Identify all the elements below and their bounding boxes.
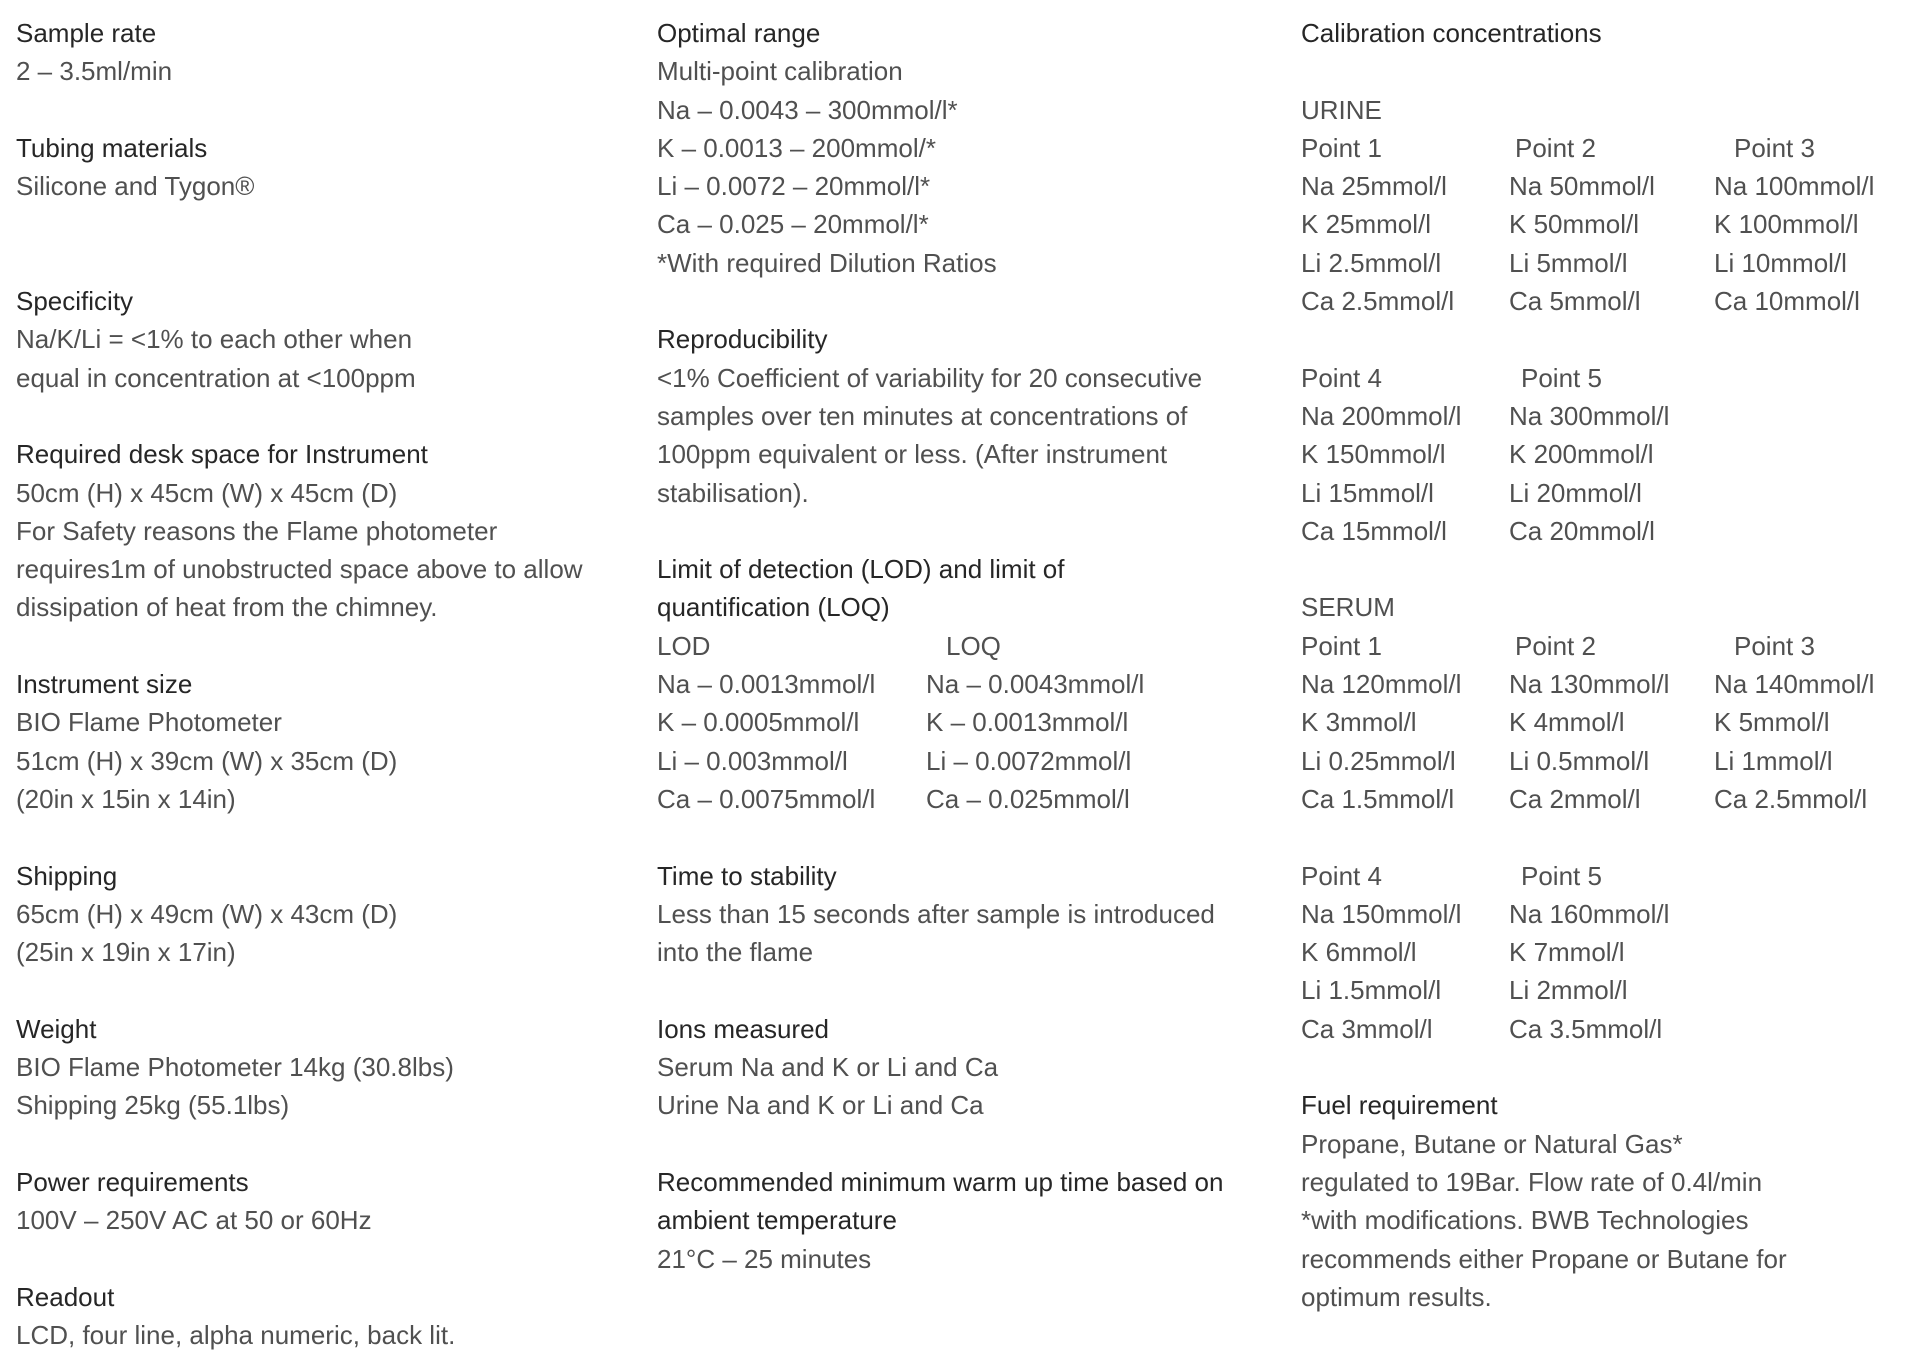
point-header-row	[1301, 857, 1911, 895]
point-header: Point 4	[1301, 362, 1382, 393]
spec-value: recommends either Propane or Butane for	[1301, 1243, 1787, 1274]
calibration-value: K 6mmol/l	[1301, 937, 1417, 968]
section-heading: Sample rate	[16, 18, 157, 48]
spec-value: regulated to 19Bar. Flow rate of 0.4l/min	[1301, 1166, 1763, 1197]
section-heading: Instrument size	[16, 669, 193, 700]
section-reproducibility	[657, 320, 1297, 511]
spec-value: optimum results.	[1301, 1281, 1492, 1312]
section-heading: Required desk space for Instrument	[16, 439, 428, 470]
spec-value: Multi-point calibration	[657, 56, 903, 87]
spec-value: <1% Coefficient of variability for 20 consecutive	[657, 362, 1203, 393]
point-header-row	[1301, 129, 1911, 167]
section-fuel-requirement	[1301, 1086, 1911, 1316]
section-lod-loq	[657, 550, 1297, 818]
spec-value: Propane, Butane or Natural Gas*	[1301, 1128, 1683, 1159]
section-weight	[16, 1010, 636, 1125]
calibration-row	[1301, 474, 1911, 512]
point-header: Point 2	[1515, 630, 1596, 661]
calibration-value: Na 150mmol/l	[1301, 898, 1462, 929]
spec-value: equal in concentration at <100ppm	[16, 362, 416, 393]
section-shipping	[16, 857, 636, 972]
calibration-row	[1301, 435, 1911, 473]
section-desk-space	[16, 435, 636, 626]
section-heading: Power requirements	[16, 1166, 249, 1197]
spec-value: Shipping 25kg (55.1lbs)	[16, 1090, 290, 1121]
calibration-value: Ca 15mmol/l	[1301, 515, 1447, 546]
spec-value: K – 0.0013 – 200mmol/*	[657, 132, 936, 163]
loq-column-label: LOQ	[946, 630, 1001, 661]
calibration-value: Li 1.5mmol/l	[1301, 975, 1442, 1006]
point-header: Point 4	[1301, 860, 1382, 891]
section-heading: ambient temperature	[657, 1205, 897, 1236]
section-heading: Tubing materials	[16, 132, 208, 163]
calibration-row	[1301, 1010, 1911, 1048]
spec-column-middle	[657, 14, 1297, 1278]
calibration-value: K 50mmol/l	[1509, 209, 1640, 240]
section-specificity	[16, 282, 636, 397]
spec-value: (20in x 15in x 14in)	[16, 783, 236, 814]
calibration-value: Li 2mmol/l	[1509, 975, 1628, 1006]
section-heading: Time to stability	[657, 860, 837, 891]
spec-value: 50cm (H) x 45cm (W) x 45cm (D)	[16, 477, 398, 508]
section-heading: Recommended minimum warm up time based on	[657, 1166, 1224, 1197]
calibration-value: Li 5mmol/l	[1509, 247, 1628, 278]
spec-value: Urine Na and K or Li and Ca	[657, 1090, 984, 1121]
spec-value: Li – 0.0072 – 20mmol/l*	[657, 171, 931, 202]
calibration-value: Na 100mmol/l	[1714, 171, 1875, 202]
calibration-value: Li 20mmol/l	[1509, 477, 1642, 508]
section-heading: Fuel requirement	[1301, 1090, 1498, 1121]
calibration-value: Li 2.5mmol/l	[1301, 247, 1442, 278]
calibration-value: Ca 10mmol/l	[1714, 286, 1860, 317]
calibration-value: Na 130mmol/l	[1509, 669, 1670, 700]
spec-value: 51cm (H) x 39cm (W) x 35cm (D)	[16, 745, 398, 776]
section-warm-up-time	[657, 1163, 1297, 1278]
calibration-row	[1301, 282, 1911, 320]
calibration-value: Ca 3mmol/l	[1301, 1013, 1433, 1044]
point-header: Point 1	[1301, 630, 1382, 661]
lod-loq-row	[657, 703, 1297, 741]
calibration-value: K 25mmol/l	[1301, 209, 1432, 240]
spec-value: 21°C – 25 minutes	[657, 1243, 872, 1274]
calibration-row	[1301, 205, 1911, 243]
lod-column-label: LOD	[657, 630, 711, 661]
loq-value: K – 0.0013mmol/l	[926, 707, 1129, 738]
calibration-row	[1301, 665, 1911, 703]
calibration-value: K 3mmol/l	[1301, 707, 1417, 738]
lod-value: Na – 0.0013mmol/l	[657, 669, 876, 700]
lod-value: Ca – 0.0075mmol/l	[657, 783, 876, 814]
spec-value: 65cm (H) x 49cm (W) x 43cm (D)	[16, 898, 398, 929]
calibration-value: Na 25mmol/l	[1301, 171, 1447, 202]
calibration-value: Li 0.5mmol/l	[1509, 745, 1650, 776]
section-heading: quantification (LOQ)	[657, 592, 890, 623]
calibration-row	[1301, 244, 1911, 282]
spec-value: *With required Dilution Ratios	[657, 247, 997, 278]
section-instrument-size	[16, 665, 636, 818]
section-readout	[16, 1278, 636, 1355]
calibration-value: K 7mmol/l	[1509, 937, 1625, 968]
calibration-row	[1301, 167, 1911, 205]
calibration-value: K 4mmol/l	[1509, 707, 1625, 738]
serum-label: SERUM	[1301, 592, 1395, 623]
section-heading: Shipping	[16, 860, 118, 891]
spec-value: samples over ten minutes at concentrations of	[657, 400, 1188, 431]
lod-value: K – 0.0005mmol/l	[657, 707, 860, 738]
section-heading: Readout	[16, 1281, 115, 1312]
spec-value: Less than 15 seconds after sample is introduced	[657, 898, 1215, 929]
spec-value: 100V – 250V AC at 50 or 60Hz	[16, 1205, 372, 1236]
section-heading: Optimal range	[657, 18, 821, 48]
loq-value: Li – 0.0072mmol/l	[926, 745, 1132, 776]
calibration-value: K 150mmol/l	[1301, 439, 1446, 470]
spec-value: BIO Flame Photometer 14kg (30.8lbs)	[16, 1052, 454, 1083]
spec-value: Silicone and Tygon®	[16, 171, 255, 202]
point-header: Point 1	[1301, 132, 1382, 163]
calibration-value: K 100mmol/l	[1714, 209, 1859, 240]
section-power-requirements	[16, 1163, 636, 1240]
lod-loq-header-row	[657, 627, 1297, 665]
loq-value: Ca – 0.025mmol/l	[926, 783, 1130, 814]
lod-loq-row	[657, 780, 1297, 818]
calibration-value: K 200mmol/l	[1509, 439, 1654, 470]
lod-loq-row	[657, 742, 1297, 780]
section-heading: Specificity	[16, 286, 134, 317]
calibration-row	[1301, 397, 1911, 435]
point-header-row	[1301, 627, 1911, 665]
calibration-value: Ca 1.5mmol/l	[1301, 783, 1455, 814]
spec-value: LCD, four line, alpha numeric, back lit.	[16, 1320, 456, 1351]
section-heading: Limit of detection (LOD) and limit of	[657, 554, 1065, 585]
calibration-value: Li 0.25mmol/l	[1301, 745, 1456, 776]
section-heading: Ions measured	[657, 1013, 829, 1044]
calibration-row	[1301, 512, 1911, 550]
point-header: Point 2	[1515, 132, 1596, 163]
calibration-value: Ca 2mmol/l	[1509, 783, 1641, 814]
calibration-value: Na 160mmol/l	[1509, 898, 1670, 929]
serum-calibration	[1301, 588, 1911, 1048]
section-optimal-range	[657, 14, 1297, 282]
spec-value: Ca – 0.025 – 20mmol/l*	[657, 209, 929, 240]
calibration-row	[1301, 703, 1911, 741]
calibration-row	[1301, 971, 1911, 1009]
spec-value: Na/K/Li = <1% to each other when	[16, 324, 413, 355]
calibration-value: Na 200mmol/l	[1301, 400, 1462, 431]
calibration-value: Na 300mmol/l	[1509, 400, 1670, 431]
calibration-value: Li 1mmol/l	[1714, 745, 1833, 776]
spec-value: For Safety reasons the Flame photometer	[16, 515, 498, 546]
section-time-to-stability	[657, 857, 1297, 972]
calibration-value: Na 120mmol/l	[1301, 669, 1462, 700]
point-header-row	[1301, 359, 1911, 397]
lod-value: Li – 0.003mmol/l	[657, 745, 848, 776]
calibration-value: Ca 20mmol/l	[1509, 515, 1655, 546]
spec-value: 2 – 3.5ml/min	[16, 56, 173, 87]
calibration-value: Ca 2.5mmol/l	[1301, 286, 1455, 317]
spec-column-left	[16, 14, 636, 1354]
spec-column-right	[1301, 14, 1911, 1316]
point-header: Point 3	[1734, 132, 1815, 163]
spec-value: into the flame	[657, 937, 814, 968]
calibration-value: Na 140mmol/l	[1714, 669, 1875, 700]
calibration-value: K 5mmol/l	[1714, 707, 1830, 738]
point-header: Point 5	[1521, 362, 1602, 393]
section-heading: Reproducibility	[657, 324, 828, 355]
calibration-title: Calibration concentrations	[1301, 18, 1602, 48]
section-tubing-materials	[16, 129, 636, 206]
urine-label: URINE	[1301, 94, 1382, 125]
point-header: Point 3	[1734, 630, 1815, 661]
calibration-value: Ca 2.5mmol/l	[1714, 783, 1868, 814]
calibration-value: Li 15mmol/l	[1301, 477, 1434, 508]
loq-value: Na – 0.0043mmol/l	[926, 669, 1145, 700]
calibration-value: Ca 5mmol/l	[1509, 286, 1641, 317]
point-header: Point 5	[1521, 860, 1602, 891]
spec-value: Serum Na and K or Li and Ca	[657, 1052, 999, 1083]
calibration-row	[1301, 895, 1911, 933]
spec-value: *with modifications. BWB Technologies	[1301, 1205, 1749, 1236]
spec-value: 100ppm equivalent or less. (After instrument	[657, 439, 1168, 470]
urine-calibration	[1301, 91, 1911, 551]
spec-value: (25in x 19in x 17in)	[16, 937, 236, 968]
section-ions-measured	[657, 1010, 1297, 1125]
section-sample-rate	[16, 14, 636, 91]
calibration-row	[1301, 780, 1911, 818]
calibration-row	[1301, 742, 1911, 780]
section-heading: Weight	[16, 1013, 97, 1044]
lod-loq-row	[657, 665, 1297, 703]
spec-value: stabilisation).	[657, 477, 809, 508]
spec-value: BIO Flame Photometer	[16, 707, 282, 738]
spec-value: dissipation of heat from the chimney.	[16, 592, 438, 623]
calibration-value: Na 50mmol/l	[1509, 171, 1655, 202]
calibration-value: Li 10mmol/l	[1714, 247, 1847, 278]
spec-value: requires1m of unobstructed space above to allow	[16, 554, 583, 585]
spec-value: Na – 0.0043 – 300mmol/l*	[657, 94, 958, 125]
calibration-value: Ca 3.5mmol/l	[1509, 1013, 1663, 1044]
calibration-row	[1301, 933, 1911, 971]
